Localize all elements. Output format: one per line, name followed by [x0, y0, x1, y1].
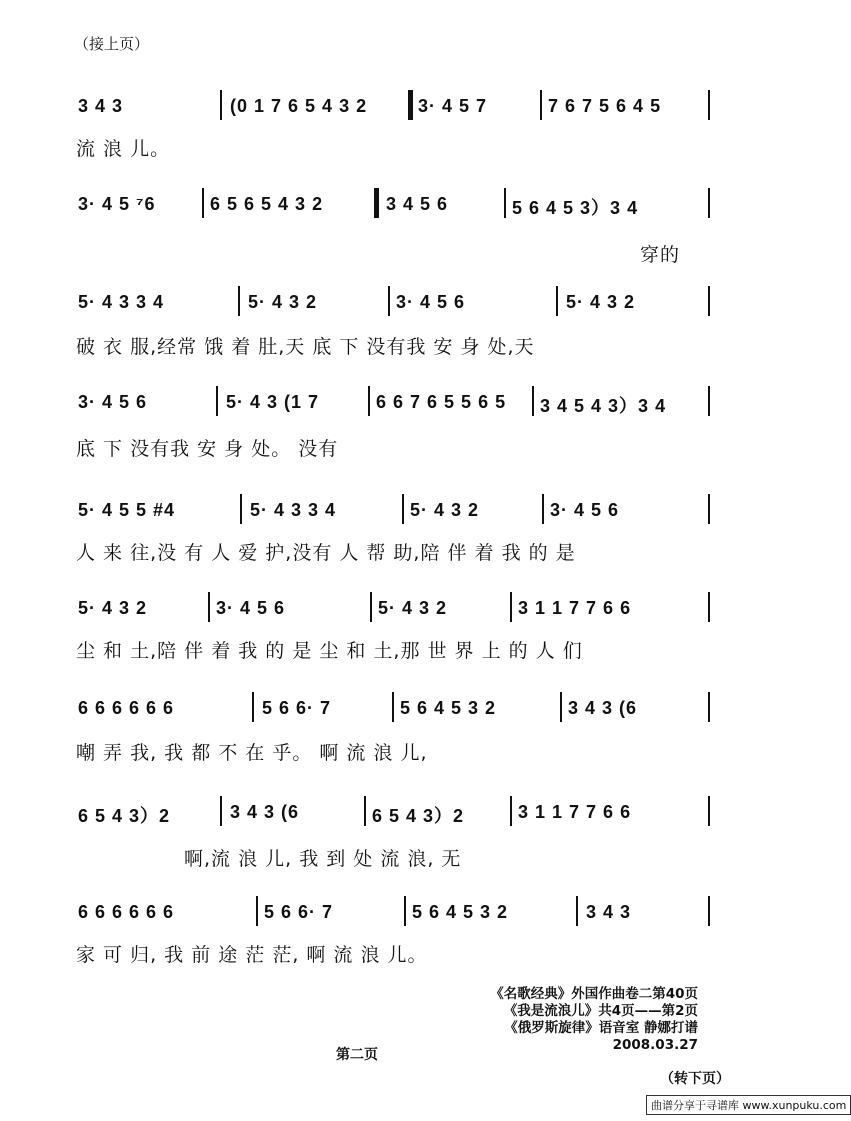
continued-to-label: （转下页） — [660, 1071, 730, 1087]
measure-notes: (0 1 7 6 5 4 3 2 — [230, 96, 368, 116]
lyrics-line: 尘 和 土,陪 伴 着 我 的 是 尘 和 土,那 世 界 上 的 人 们 — [76, 640, 583, 662]
barline — [220, 90, 222, 120]
barline — [202, 188, 204, 218]
watermark[interactable]: 曲谱分享于寻谱库 www.xunpuku.com — [646, 1095, 851, 1115]
barline — [510, 796, 512, 826]
lyrics-line: 家 可 归, 我 前 途 茫 茫, 啊 流 浪 儿。 — [76, 944, 428, 966]
barline — [708, 386, 710, 416]
barline — [402, 494, 404, 524]
repeat-barline — [408, 90, 413, 120]
measure-notes: 5· 4 3 3 4 — [78, 292, 165, 312]
barline — [576, 896, 578, 926]
measure-notes: 3 4 3 — [586, 902, 632, 922]
measure-notes: 5· 4 3 2 — [248, 292, 318, 312]
credit-date: 2008.03.27 — [612, 1037, 698, 1053]
barline — [510, 592, 512, 622]
measure-notes: 6 5 4 3）2 — [78, 806, 171, 826]
measure-notes: 5 6 6· 7 — [262, 698, 332, 718]
measure-notes: 3 4 3 (6 — [568, 698, 638, 718]
measure-notes: 3 1 1 7 7 6 6 — [518, 802, 632, 822]
measure-notes: 5· 4 3 2 — [378, 598, 448, 618]
measure-notes: 3· 4 5 6 — [396, 292, 466, 312]
barline — [238, 286, 240, 316]
barline — [708, 188, 710, 218]
barline — [220, 796, 222, 826]
repeat-barline — [374, 188, 379, 218]
barline — [370, 592, 372, 622]
measure-notes: 6 6 7 6 5 5 6 5 — [376, 392, 507, 412]
lyrics-line: 流 浪 儿。 — [76, 138, 171, 160]
barline — [532, 386, 534, 416]
barline — [708, 796, 710, 826]
barline — [542, 494, 544, 524]
credits-block — [490, 986, 698, 1054]
barline — [404, 896, 406, 926]
barline — [392, 692, 394, 722]
barline — [708, 494, 710, 524]
lyrics-line: 嘲 弄 我, 我 都 不 在 乎。 啊 流 浪 儿, — [76, 742, 428, 764]
credit-line: 《名歌经典》外国作曲卷二第40页 — [490, 986, 698, 1002]
measure-notes: 3· 4 5 6 — [550, 500, 620, 520]
measure-notes: 3 4 3 — [78, 96, 124, 116]
barline — [708, 592, 710, 622]
measure-notes: 3· 4 5 6 — [216, 598, 286, 618]
barline — [368, 386, 370, 416]
page-label: 第二页 — [336, 1047, 378, 1063]
measure-notes: 6 6 6 6 6 6 — [78, 902, 175, 922]
measure-notes: 3 4 5 6 — [386, 194, 449, 214]
measure-notes: 3· 4 5 7 — [418, 96, 488, 116]
measure-notes: 6 6 6 6 6 6 — [78, 698, 175, 718]
measure-notes: 3 4 3 (6 — [230, 802, 300, 822]
barline — [540, 90, 542, 120]
measure-notes: 5 6 4 5 3）3 4 — [512, 198, 639, 218]
barline — [240, 494, 242, 524]
measure-notes: 5· 4 3 2 — [410, 500, 480, 520]
barline — [252, 692, 254, 722]
barline — [208, 592, 210, 622]
barline — [556, 286, 558, 316]
measure-notes: 3 1 1 7 7 6 6 — [518, 598, 632, 618]
measure-notes: 5· 4 3 3 4 — [250, 500, 337, 520]
barline — [256, 896, 258, 926]
credit-line: 《我是流浪儿》共4页——第2页 — [503, 1003, 698, 1019]
measure-notes: 3 4 5 4 3）3 4 — [540, 396, 667, 416]
barline — [708, 286, 710, 316]
lyrics-line: 穿的 — [640, 244, 681, 266]
measure-notes: 5· 4 5 5 #4 — [78, 500, 176, 520]
measure-notes: 5 6 4 5 3 2 — [412, 902, 509, 922]
barline — [504, 188, 506, 218]
barline — [708, 896, 710, 926]
measure-notes: 6 5 6 5 4 3 2 — [210, 194, 324, 214]
measure-notes: 5· 4 3 2 — [78, 598, 148, 618]
barline — [708, 692, 710, 722]
measure-notes: 5· 4 3 2 — [566, 292, 636, 312]
lyrics-line: 破 衣 服,经常 饿 着 肚,天 底 下 没有我 安 身 处,天 — [76, 336, 535, 358]
lyrics-line: 啊,流 浪 儿, 我 到 处 流 浪, 无 — [184, 848, 462, 870]
barline — [216, 386, 218, 416]
barline — [560, 692, 562, 722]
measure-notes: 5 6 6· 7 — [264, 902, 334, 922]
credit-line: 《俄罗斯旋律》语音室 静娜打谱 — [504, 1020, 698, 1036]
barline — [364, 796, 366, 826]
measure-notes: 3· 4 5 6 — [78, 392, 148, 412]
lyrics-line: 底 下 没有我 安 身 处。 没有 — [76, 438, 339, 460]
measure-notes: 5· 4 3 (1 7 — [226, 392, 320, 412]
measure-notes: 5 6 4 5 3 2 — [400, 698, 497, 718]
barline — [388, 286, 390, 316]
lyrics-line: 人 来 往,没 有 人 爱 护,没有 人 帮 助,陪 伴 着 我 的 是 — [76, 542, 576, 564]
barline — [708, 90, 710, 120]
continued-from-label: （接上页） — [74, 35, 150, 53]
measure-notes: 7 6 7 5 6 4 5 — [548, 96, 662, 116]
measure-notes: 6 5 4 3）2 — [372, 806, 465, 826]
measure-notes: 3· 4 5 ⁷6 — [78, 194, 156, 214]
